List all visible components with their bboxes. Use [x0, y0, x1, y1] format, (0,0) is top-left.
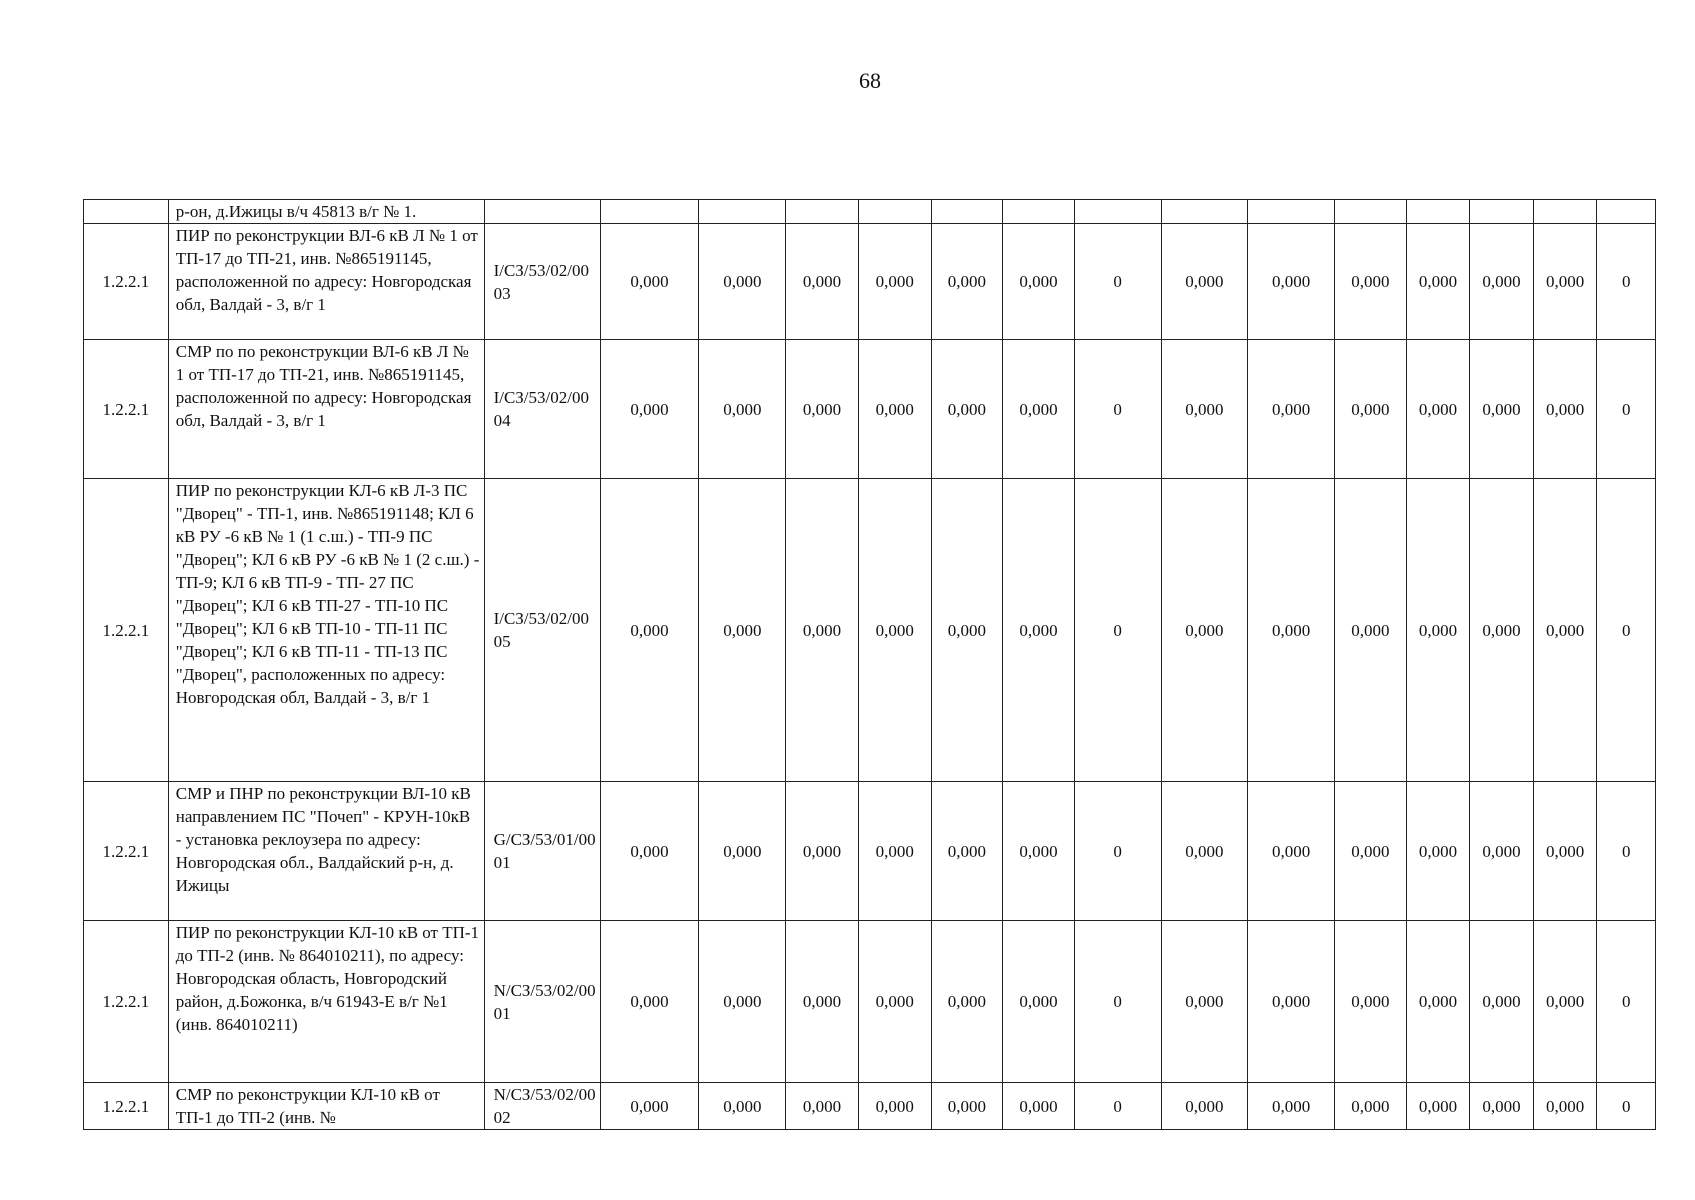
row-value-cell: 0,000: [1335, 479, 1407, 782]
row-value-cell: 0,000: [786, 1083, 859, 1130]
description-cell: р-он, д.Ижицы в/ч 45813 в/г № 1.: [168, 200, 484, 224]
row-value-cell: 0: [1597, 224, 1656, 340]
row-value-cell: 0,000: [1161, 921, 1248, 1083]
table-row: [84, 1083, 1656, 1130]
table-row: [84, 479, 1656, 782]
row-value-cell: 0,000: [1406, 479, 1470, 782]
id-cell: [84, 200, 169, 224]
row-value-cell: 0,000: [858, 479, 931, 782]
table-row: [84, 224, 1656, 340]
row-description-cell: СМР по реконструкции КЛ-10 кВ от ТП-1 до ТП-2 (инв. №: [168, 1083, 484, 1130]
row-value-cell: 0,000: [1533, 340, 1597, 479]
row-id-cell: 1.2.2.1: [84, 1083, 169, 1130]
row-value-cell: 0,000: [1335, 1083, 1407, 1130]
row-value-cell: 0,000: [858, 921, 931, 1083]
row-value-cell: 0,000: [858, 340, 931, 479]
row-value-cell: 0,000: [1003, 921, 1075, 1083]
row-value-cell: 0,000: [1161, 224, 1248, 340]
row-value-cell: 0,000: [1248, 479, 1335, 782]
row-description-cell: ПИР по реконструкции ВЛ-6 кВ Л № 1 от ТП-17 до ТП-21, инв. №865191145, расположенной по адресу: Новгородская обл, Валдай - 3, в/г 1: [168, 224, 484, 340]
row-id-cell: 1.2.2.1: [84, 224, 169, 340]
row-value-cell: 0,000: [600, 921, 699, 1083]
row-value-cell: 0,000: [699, 224, 786, 340]
row-value-cell: 0,000: [1406, 340, 1470, 479]
row-value-cell: 0,000: [699, 479, 786, 782]
row-code-cell: G/СЗ/53/01/0001: [484, 782, 600, 921]
row-value-cell: 0,000: [1161, 479, 1248, 782]
row-value-cell: 0,000: [699, 921, 786, 1083]
row-code-cell: N/СЗ/53/02/0001: [484, 921, 600, 1083]
row-value-cell: 0,000: [1161, 340, 1248, 479]
row-value-cell: 0,000: [1533, 921, 1597, 1083]
row-value-cell: 0,000: [1248, 782, 1335, 921]
row-value-cell: 0,000: [1335, 921, 1407, 1083]
row-value-cell: 0,000: [1470, 1083, 1534, 1130]
row-description-cell: ПИР по реконструкции КЛ-6 кВ Л-3 ПС "Дворец" - ТП-1, инв. №865191148; КЛ 6 кВ РУ -6 кВ № 1 (1 с.ш.) - ТП-9 ПС "Дворец"; КЛ 6 кВ РУ -6 кВ № 1 (2 с.ш.) - ТП-9; КЛ 6 кВ ТП-9 - ТП- 27 ПС "Дворец"; КЛ 6 кВ ТП-27 - ТП-10 ПС "Дворец"; КЛ 6 кВ ТП-10 - ТП-11 ПС "Дворец"; КЛ 6 кВ ТП-11 - ТП-13 ПС "Дворец", расположенных по адресу: Новгородская обл, Валдай - 3, в/г 1: [168, 479, 484, 782]
row-value-cell: 0,000: [1003, 782, 1075, 921]
row-value-cell: 0,000: [1161, 1083, 1248, 1130]
row-value-cell: 0,000: [931, 1083, 1003, 1130]
row-value-cell: 0,000: [600, 1083, 699, 1130]
page-number: 68: [859, 68, 881, 93]
row-value-cell: 0,000: [1161, 782, 1248, 921]
row-value-cell: 0: [1597, 1083, 1656, 1130]
row-value-cell: 0,000: [931, 340, 1003, 479]
row-value-cell: 0,000: [858, 782, 931, 921]
row-value-cell: 0,000: [1248, 224, 1335, 340]
row-value-cell: 0,000: [931, 479, 1003, 782]
row-value-cell: 0: [1597, 479, 1656, 782]
row-value-cell: 0,000: [786, 921, 859, 1083]
row-value-cell: 0,000: [1533, 479, 1597, 782]
row-value-cell: 0,000: [1248, 340, 1335, 479]
row-value-cell: 0,000: [1406, 224, 1470, 340]
row-value-cell: 0: [1074, 479, 1161, 782]
row-value-cell: 0: [1074, 340, 1161, 479]
row-value-cell: 0,000: [699, 1083, 786, 1130]
table-row: [84, 782, 1656, 921]
row-value-cell: 0,000: [600, 479, 699, 782]
row-value-cell: 0,000: [786, 340, 859, 479]
row-value-cell: 0,000: [1406, 782, 1470, 921]
row-value-cell: 0: [1597, 340, 1656, 479]
row-value-cell: 0,000: [1335, 340, 1407, 479]
row-value-cell: 0,000: [1533, 782, 1597, 921]
row-id-cell: 1.2.2.1: [84, 340, 169, 479]
row-value-cell: 0,000: [1003, 479, 1075, 782]
row-value-cell: 0,000: [1470, 224, 1534, 340]
row-value-cell: 0,000: [1533, 224, 1597, 340]
row-value-cell: 0,000: [1335, 782, 1407, 921]
row-value-cell: 0,000: [858, 1083, 931, 1130]
continuation-row: [84, 200, 1656, 224]
row-code-cell: N/СЗ/53/02/0002: [484, 1083, 600, 1130]
row-id-cell: 1.2.2.1: [84, 921, 169, 1083]
row-value-cell: 0,000: [1003, 1083, 1075, 1130]
row-value-cell: 0,000: [931, 224, 1003, 340]
row-code-cell: I/СЗ/53/02/0003: [484, 224, 600, 340]
row-value-cell: 0,000: [600, 224, 699, 340]
row-value-cell: 0,000: [931, 782, 1003, 921]
row-value-cell: 0,000: [786, 479, 859, 782]
row-value-cell: 0,000: [858, 224, 931, 340]
row-description-cell: СМР и ПНР по реконструкции ВЛ-10 кВ направлением ПС "Почеп" - КРУН-10кВ - установка реклоузера по адресу: Новгородская обл., Валдайский р-н, д. Ижицы: [168, 782, 484, 921]
row-value-cell: 0,000: [1335, 224, 1407, 340]
row-value-cell: 0: [1074, 1083, 1161, 1130]
row-value-cell: 0,000: [699, 340, 786, 479]
row-value-cell: 0,000: [786, 224, 859, 340]
row-value-cell: 0,000: [1533, 1083, 1597, 1130]
row-value-cell: 0,000: [1470, 340, 1534, 479]
row-value-cell: 0,000: [1248, 1083, 1335, 1130]
row-code-cell: I/СЗ/53/02/0004: [484, 340, 600, 479]
row-value-cell: 0,000: [1470, 479, 1534, 782]
row-description-cell: СМР по по реконструкции ВЛ-6 кВ Л № 1 от ТП-17 до ТП-21, инв. №865191145, расположенной по адресу: Новгородская обл, Валдай - 3, в/г 1: [168, 340, 484, 479]
row-id-cell: 1.2.2.1: [84, 479, 169, 782]
row-value-cell: 0: [1597, 921, 1656, 1083]
row-value-cell: 0,000: [1248, 921, 1335, 1083]
row-value-cell: 0,000: [931, 921, 1003, 1083]
row-id-cell: 1.2.2.1: [84, 782, 169, 921]
row-code-cell: I/СЗ/53/02/0005: [484, 479, 600, 782]
row-value-cell: 0,000: [786, 782, 859, 921]
row-value-cell: 0: [1074, 782, 1161, 921]
row-value-cell: 0,000: [1406, 1083, 1470, 1130]
row-value-cell: 0,000: [1003, 224, 1075, 340]
row-value-cell: 0: [1597, 782, 1656, 921]
table-row: [84, 921, 1656, 1083]
row-value-cell: 0,000: [1470, 921, 1534, 1083]
row-value-cell: 0,000: [600, 340, 699, 479]
row-value-cell: 0,000: [699, 782, 786, 921]
row-value-cell: 0,000: [1003, 340, 1075, 479]
row-value-cell: 0,000: [600, 782, 699, 921]
row-value-cell: 0,000: [1470, 782, 1534, 921]
row-value-cell: 0: [1074, 921, 1161, 1083]
row-value-cell: 0: [1074, 224, 1161, 340]
row-description-cell: ПИР по реконструкции КЛ-10 кВ от ТП-1 до ТП-2 (инв. № 864010211), по адресу: Новгородская область, Новгородский район, д.Божонка, в/ч 61943-Е в/г №1 (инв. 864010211): [168, 921, 484, 1083]
row-value-cell: 0,000: [1406, 921, 1470, 1083]
investment-table: [83, 199, 1656, 1130]
table-row: [84, 340, 1656, 479]
